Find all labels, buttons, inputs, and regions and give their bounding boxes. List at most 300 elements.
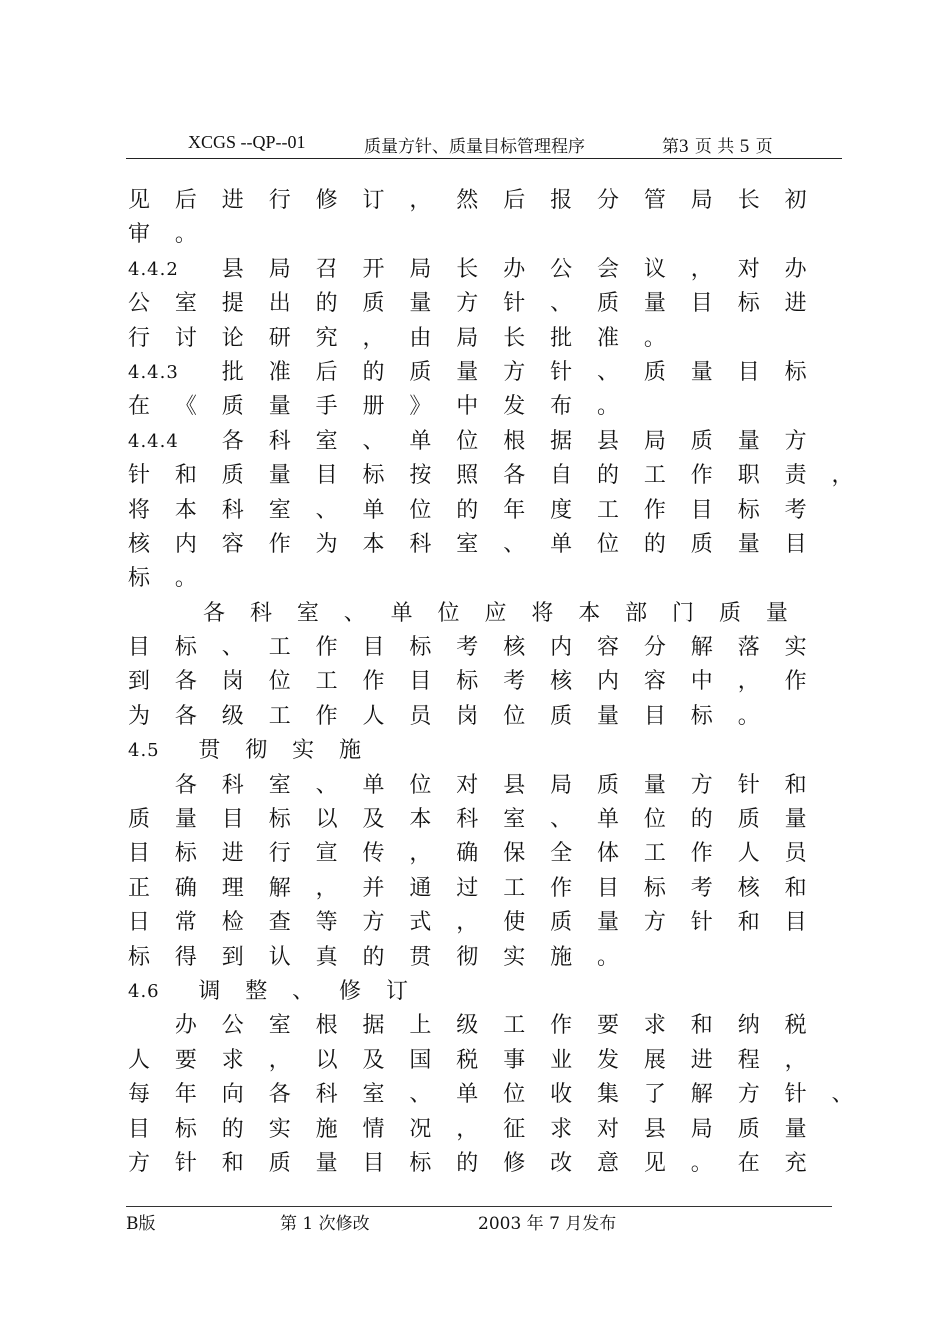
document-title: 质量方针、质量目标管理程序 [364,137,585,157]
text-char: 要 [597,1013,620,1039]
text-line [128,631,828,665]
text-char: 纳 [737,1013,760,1039]
text-char: ， [456,910,479,936]
text-char: 作 [362,669,385,695]
text-char: 室 [296,600,319,626]
text-char: 后 [503,188,526,213]
text-line [128,769,828,803]
text-char: 。 [174,566,197,592]
text-char: 、 [503,531,526,557]
text-char: 。 [597,944,620,970]
text-char: 目 [362,1150,385,1176]
text-char: 过 [456,875,479,901]
text-char: 、 [343,600,366,626]
text-char: 对 [456,772,479,798]
text-char: 日 [128,910,151,936]
text-char: 质 [690,531,713,557]
text-char: 查 [268,910,291,936]
text-char: 批 [550,325,573,351]
text-char: 责 [784,463,807,489]
section-number: 4.4.3 [128,361,179,383]
text-char: 方 [362,910,385,936]
page-header [126,132,842,156]
page-current: 3 [679,136,690,157]
text-char: 各 [268,1082,291,1108]
text-char: 及 [362,1047,385,1073]
text-char: 实 [503,944,526,970]
text-char: 进 [221,841,244,867]
footer-release-date: 2003 年 7 月发布 [478,1214,617,1234]
text-char: 贯 [198,738,221,764]
footer-divider [126,1206,832,1207]
text-char: 提 [221,291,244,317]
text-char: 发 [597,1047,620,1073]
text-char: 向 [221,1082,244,1108]
text-char: 针 [174,1150,197,1176]
text-char: 内 [597,669,620,695]
text-char: 质 [362,291,385,317]
text-char: 标 [456,669,479,695]
text-char: 解 [690,1082,713,1108]
text-char: 。 [597,394,620,420]
text-char: 位 [597,531,620,557]
text-char: 容 [221,531,244,557]
text-char: 收 [550,1082,573,1108]
text-char: 自 [550,463,573,489]
text-char: 年 [174,1082,197,1108]
text-char: 量 [784,807,807,833]
text-char: 质 [221,463,244,489]
text-char: 行 [128,325,151,351]
text-char: 标 [128,566,151,592]
text-char: 本 [409,807,432,833]
text-char: 质 [409,359,432,385]
text-line [128,734,828,768]
text-char: 目 [690,291,713,317]
text-char: 室 [268,1013,291,1039]
text-line [128,218,828,252]
text-line [128,872,828,906]
text-char: 将 [128,497,151,523]
text-char: 考 [503,669,526,695]
header-divider [126,158,842,159]
text-char: 单 [456,1082,479,1108]
text-char: 、 [831,1082,854,1108]
text-line [128,287,828,321]
text-char: 的 [362,359,385,385]
text-char: 税 [456,1047,479,1073]
text-char: 了 [643,1082,666,1108]
text-char: 科 [221,772,244,798]
text-char: 作 [315,703,338,729]
text-char: 级 [221,703,244,729]
page-number: 第3 页 共 5 页 [662,136,773,157]
text-char: 岗 [221,669,244,695]
text-char: 见 [128,188,151,213]
text-char: 标 [128,944,151,970]
text-char: 人 [362,703,385,729]
text-char: 、 [550,807,573,833]
text-char: 部 [625,600,648,626]
text-char: 、 [597,359,620,385]
text-char: 论 [221,325,244,351]
text-char: 岗 [456,703,479,729]
text-line [128,390,828,424]
text-char: 工 [268,703,291,729]
text-char: 工 [503,1013,526,1039]
text-char: 目 [128,1116,151,1142]
text-char: 分 [597,188,620,213]
text-char: 的 [597,463,620,489]
text-char: 程 [737,1047,760,1073]
text-char: 据 [550,428,573,454]
page-footer [126,1209,832,1233]
text-char: 质 [690,428,713,454]
text-char: 并 [362,875,385,901]
text-char: 要 [174,1047,197,1073]
text-char: 室 [315,428,338,454]
text-char: 发 [503,394,526,420]
text-char: 议 [643,256,666,282]
text-line [128,665,828,699]
text-char: 修 [503,1150,526,1176]
text-char: 门 [672,600,695,626]
text-char: 位 [268,669,291,695]
text-char: 订 [385,978,408,1004]
text-char: 使 [503,910,526,936]
text-char: 施 [315,1116,338,1142]
text-char: 对 [737,256,760,282]
text-char: 实 [784,635,807,661]
text-char: 按 [409,463,432,489]
text-char: 室 [268,772,291,798]
text-char: 量 [409,291,432,317]
text-char: 局 [690,1116,713,1142]
text-char: 质 [550,703,573,729]
text-char: 质 [737,1116,760,1142]
text-char: 方 [456,291,479,317]
text-char: 位 [456,428,479,454]
text-char: 解 [690,635,713,661]
text-char: 的 [643,531,666,557]
text-char: 在 [737,1150,760,1176]
text-char: 局 [456,325,479,351]
text-char: 见 [643,1150,666,1176]
text-char: 工 [503,875,526,901]
text-char: 然 [456,188,479,213]
text-char: 质 [128,807,151,833]
text-char: 县 [643,1116,666,1142]
text-char: 标 [643,875,666,901]
text-char: 将 [531,600,554,626]
text-char: 式 [409,910,432,936]
text-char: 位 [437,600,460,626]
text-char: 标 [268,807,291,833]
text-char: 根 [315,1013,338,1039]
text-char: 标 [409,1150,432,1176]
text-char: 求 [221,1047,244,1073]
text-char: 针 [128,463,151,489]
text-char: 针 [690,910,713,936]
text-char: 工 [597,497,620,523]
text-char: 量 [784,1116,807,1142]
text-char: 长 [456,256,479,282]
page-total: 5 [739,136,751,157]
text-char: 针 [550,359,573,385]
text-char: 常 [174,910,197,936]
text-char: 量 [737,428,760,454]
text-char: 初 [784,188,807,213]
text-char: 科 [456,807,479,833]
text-char: 考 [690,875,713,901]
text-char: 和 [174,463,197,489]
text-char: 针 [737,772,760,798]
text-char: 到 [128,669,151,695]
text-char: 各 [174,703,197,729]
text-char: 、 [409,1082,432,1108]
text-char: 年 [503,497,526,523]
text-char: 标 [174,841,197,867]
text-char: 集 [597,1082,620,1108]
text-char: 工 [643,463,666,489]
text-line [128,837,828,871]
text-char: 、 [315,772,338,798]
text-char: 的 [456,1150,479,1176]
text-char: 以 [315,1047,338,1073]
text-char: 作 [268,531,291,557]
text-char: 县 [221,256,244,282]
text-char: 公 [550,256,573,282]
text-char: 和 [784,875,807,901]
text-char: 作 [690,463,713,489]
text-char: 长 [737,188,760,213]
text-line [128,253,828,287]
text-char: 等 [315,910,338,936]
text-char: 情 [362,1116,385,1142]
section-number: 4.6 [128,980,160,1002]
text-char: 调 [198,978,221,1004]
text-char: 准 [268,359,291,385]
text-char: ， [409,188,432,213]
text-char: 册 [362,394,385,420]
text-line [128,1147,828,1181]
text-char: 室 [268,497,291,523]
text-char: 目 [315,463,338,489]
text-char: 方 [128,1150,151,1176]
text-char: 标 [174,635,197,661]
text-char: ， [456,1116,479,1142]
text-char: 单 [597,807,620,833]
text-char: 标 [174,1116,197,1142]
text-char: 核 [550,669,573,695]
text-char: 目 [690,497,713,523]
text-char: 量 [643,291,666,317]
text-char: 量 [737,531,760,557]
text-char: 应 [484,600,507,626]
text-char: 方 [503,359,526,385]
text-char: 局 [409,256,432,282]
text-char: 质 [718,600,741,626]
text-char: 进 [690,1047,713,1073]
text-char: 征 [503,1116,526,1142]
text-char: 方 [643,910,666,936]
text-char: 方 [737,1082,760,1108]
text-char: 到 [221,944,244,970]
text-char: 和 [221,1150,244,1176]
footer-revision: 第 1 次修改 [280,1214,370,1234]
text-char: 研 [268,325,291,351]
text-char: 、 [550,291,573,317]
text-line [128,906,828,940]
text-char: 施 [339,738,362,764]
text-char: 召 [315,256,338,282]
text-char: 为 [315,531,338,557]
text-char: 长 [503,325,526,351]
text-char: ， [831,463,854,489]
text-char: 标 [784,359,807,385]
text-char: 单 [362,497,385,523]
text-char: 度 [550,497,573,523]
text-char: 中 [456,394,479,420]
text-char: 以 [315,807,338,833]
text-char: 县 [597,428,620,454]
text-char: 针 [503,291,526,317]
text-char: 求 [643,1013,666,1039]
text-char: 位 [643,807,666,833]
text-line [128,597,828,631]
document-body [128,184,854,1181]
text-char: 室 [456,531,479,557]
text-char: 。 [174,222,197,248]
text-char: 质 [268,1150,291,1176]
text-char: 目 [362,635,385,661]
text-char: 量 [643,772,666,798]
text-line [128,1113,828,1147]
text-char: 局 [643,428,666,454]
text-char: ， [268,1047,291,1073]
text-char: 业 [550,1047,573,1073]
text-char: 意 [597,1150,620,1176]
text-char: 量 [174,807,197,833]
text-char: 考 [456,635,479,661]
text-char: ， [737,669,760,695]
text-char: 目 [221,807,244,833]
text-char: 据 [362,1013,385,1039]
text-char: 位 [503,703,526,729]
text-char: 各 [503,463,526,489]
text-char: 全 [550,841,573,867]
text-char: 核 [737,875,760,901]
text-char: 的 [221,1116,244,1142]
text-char: 质 [643,359,666,385]
text-char: 展 [643,1047,666,1073]
text-char: 彻 [456,944,479,970]
text-char: 照 [456,463,479,489]
text-char: 、 [315,497,338,523]
text-char: 修 [339,978,362,1004]
text-char: 室 [503,807,526,833]
text-char: 核 [128,531,151,557]
text-char: 标 [409,635,432,661]
text-char: 作 [784,669,807,695]
text-line [128,1009,828,1043]
text-char: 局 [550,772,573,798]
text-char: 布 [550,394,573,420]
text-char: 目 [597,875,620,901]
text-char: 管 [643,188,666,213]
document-code: XCGS --QP--01 [188,132,306,152]
text-char: 方 [690,772,713,798]
text-char: 由 [409,325,432,351]
text-char: 宣 [315,841,338,867]
text-line [128,975,828,1009]
text-line [128,803,828,837]
text-char: 行 [268,188,291,213]
text-char: 内 [174,531,197,557]
text-char: 各 [174,669,197,695]
text-char: 和 [737,910,760,936]
text-char: 的 [362,944,385,970]
text-char: 质 [221,394,244,420]
text-char: 求 [550,1116,573,1142]
text-char: 确 [456,841,479,867]
text-char: 会 [597,256,620,282]
text-char: 标 [690,703,713,729]
text-char: 、 [362,428,385,454]
section-number: 4.4.4 [128,430,179,452]
text-char: 》 [409,394,432,420]
text-char: 的 [315,291,338,317]
text-char: 作 [643,497,666,523]
text-char: 单 [390,600,413,626]
text-char: 开 [362,256,385,282]
text-char: 公 [128,291,151,317]
text-line [128,700,828,734]
text-char: 的 [690,807,713,833]
text-char: 解 [268,875,291,901]
text-char: 量 [690,359,713,385]
text-char: 手 [315,394,338,420]
text-char: 及 [362,807,385,833]
text-char: 和 [690,1013,713,1039]
text-char: 容 [643,669,666,695]
text-char: 目 [409,669,432,695]
text-char: 实 [268,1116,291,1142]
text-char: 内 [550,635,573,661]
text-char: 科 [268,428,291,454]
text-char: 讨 [174,325,197,351]
text-char: 办 [784,256,807,282]
text-char: 各 [174,772,197,798]
text-char: 量 [765,600,788,626]
text-char: 出 [268,291,291,317]
text-char: 对 [597,1116,620,1142]
text-char: 审 [128,222,151,248]
text-char: 传 [362,841,385,867]
text-char: 科 [315,1082,338,1108]
text-char: 分 [643,635,666,661]
text-char: ， [315,875,338,901]
text-line [128,322,828,356]
text-char: 在 [128,394,151,420]
text-char: 办 [503,256,526,282]
text-char: 量 [456,359,479,385]
text-char: 事 [503,1047,526,1073]
text-char: 目 [128,841,151,867]
text-char: 各 [203,600,226,626]
text-char: 作 [550,875,573,901]
text-char: 确 [174,875,197,901]
